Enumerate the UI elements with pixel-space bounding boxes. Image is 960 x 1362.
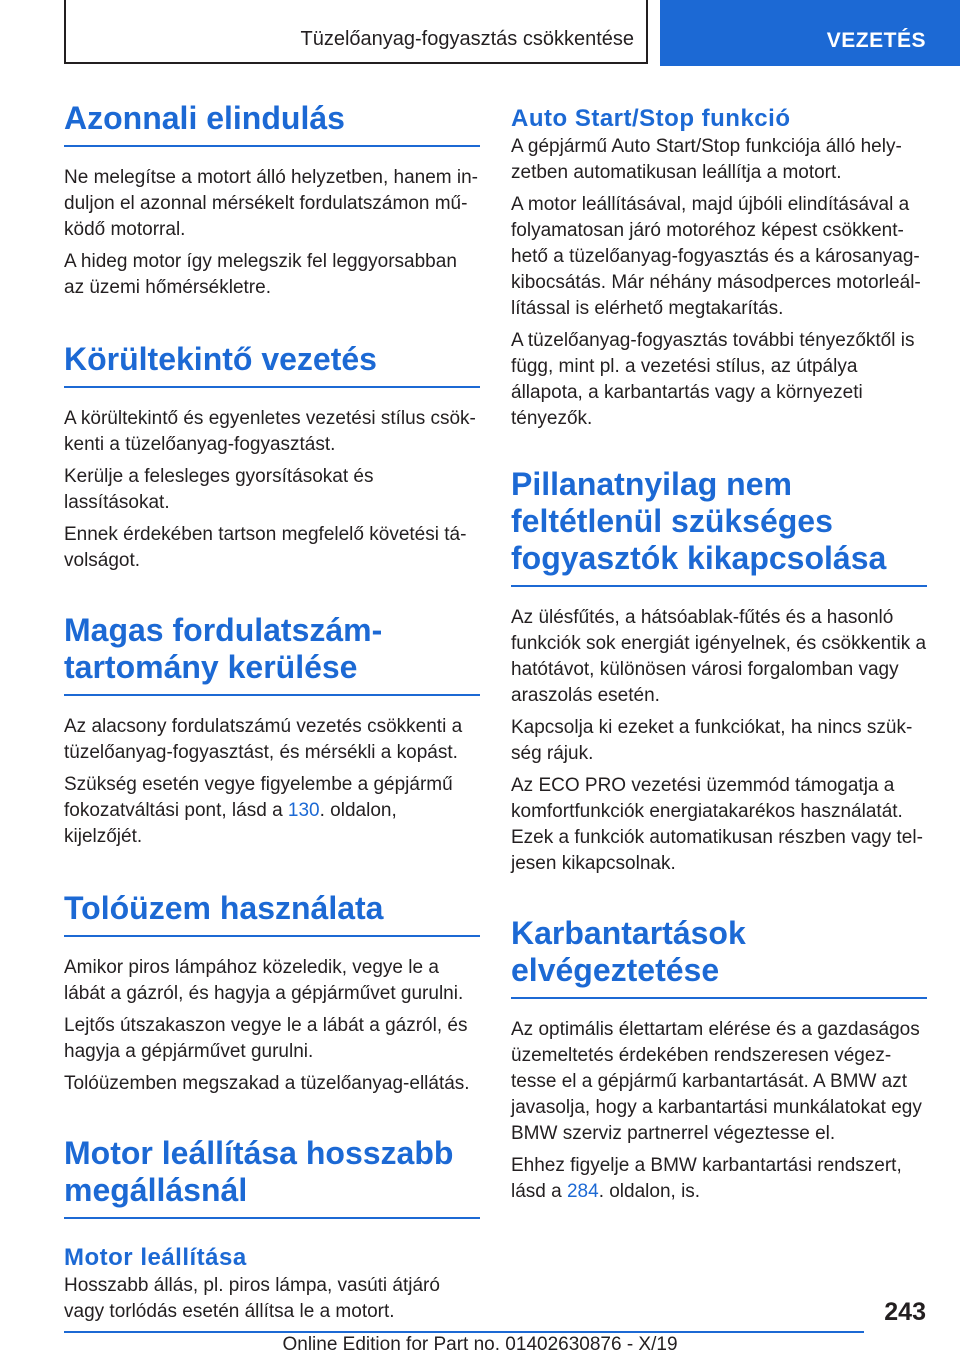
edition-footer: Online Edition for Part no. 01402630876 - X/19 — [282, 1334, 678, 1355]
paragraph: Hosszabb állás, pl. piros lámpa, vasúti átjáró vagy torlódás esetén állítsa le a motort. — [64, 1275, 440, 1322]
heading-maintenance: Karbantartások elvégeztetése — [511, 915, 927, 999]
right-column — [511, 100, 927, 1211]
paragraph: Az ülésfűtés, a hátsóablak-fűtés és a hasonló funkciók sok energiát igényelnek, és csökkentik a hatótávot, különösen városi forgalomban vagy araszolás esetén. — [511, 607, 927, 706]
paragraph: A tüzelőanyag-fogyasztás további tényezőktől is függ, mint pl. a vezetési stílus, az útpálya állapota, a karbantartás vagy a környezeti tényezők. — [511, 330, 915, 429]
paragraph: Ehhez figyelje a BMW karbantartási rendszert, lásd a 284. oldalon, is. — [511, 1155, 902, 1202]
page-link-130[interactable]: 130 — [287, 800, 320, 821]
section-switch-off-consumers — [511, 466, 927, 877]
paragraph: Szükség esetén vegye figyelembe a gépjármű fokozatváltási pont, lásd a 130. oldalon, kijelzőjét. — [64, 774, 453, 847]
page-header — [0, 0, 960, 66]
footer-divider — [64, 1331, 864, 1333]
heading-careful-driving: Körültekintő vezetés — [64, 341, 480, 388]
paragraph: Kapcsolja ki ezeket a funkciókat, ha nincs szükség rájuk. — [511, 717, 913, 764]
paragraph: Az optimális élettartam elérése és a gazdaságos üzemeltetés érdekében rendszeresen végeztesse el a gépjármű karbantartását. A BMW azt javasolja, hogy a karbantartási munkálatokat egy BMW szerviz partnerrel végeztesse el. — [511, 1019, 922, 1144]
left-column — [64, 100, 480, 1331]
paragraph: Az alacsony fordulatszámú vezetés csökkenti a tüzelőanyag-fogyasztást, és mérsékli a kopást. — [64, 716, 463, 763]
chapter-tab-label: VEZETÉS — [826, 29, 926, 52]
section-careful-driving — [64, 341, 480, 574]
heading-immediate-start: Azonnali elindulás — [64, 100, 480, 147]
section-coasting — [64, 890, 480, 1097]
paragraph: A gépjármű Auto Start/Stop funkciója álló helyzetben automatikusan leállítja a motort. — [511, 136, 902, 183]
section-avoid-high-rpm — [64, 612, 480, 850]
paragraph: A körültekintő és egyenletes vezetési stílus csökkenti a tüzelőanyag-fogyasztást. — [64, 408, 476, 455]
paragraph: A motor leállításával, majd újbóli elindításával a folyamatosan járó motoréhoz képest csökkenthető a tüzelőanyag-fogyasztás és a károsanyag-kibocsátás. Már néhány másodperces motorleállítással is elérhető megtakarítás. — [511, 194, 921, 319]
chapter-tab — [660, 0, 960, 66]
subheading-engine-stop: Motor leállítása — [64, 1244, 247, 1271]
paragraph: Lejtős útszakaszon vegye le a lábát a gázról, és hagyja a gépjárművet gurulni. — [64, 1015, 468, 1062]
paragraph: Kerülje a felesleges gyorsításokat és lassításokat. — [64, 466, 374, 513]
section-engine-stop — [64, 1135, 480, 1325]
section-immediate-start — [64, 100, 480, 301]
paragraph: Tolóüzemben megszakad a tüzelőanyag-ellátás. — [64, 1073, 470, 1094]
section-title: Tüzelőanyag-fogyasztás csökkentése — [300, 28, 634, 50]
header-title-box — [64, 0, 648, 64]
paragraph: Ne melegítse a motort álló helyzetben, hanem induljon el azonnal mérsékelt fordulatszámon működő motorral. — [64, 167, 478, 240]
heading-coasting: Tolóüzem használata — [64, 890, 480, 937]
paragraph: A hideg motor így melegszik fel leggyorsabban az üzemi hőmérsékletre. — [64, 251, 457, 298]
subheading-auto-start-stop: Auto Start/Stop funkció — [511, 105, 791, 132]
paragraph: Az ECO PRO vezetési üzemmód támogatja a komfortfunkciók energiatakarékos használatát. Ezek a funkciók automatikusan részben vagy teljesen kikapcsolnak. — [511, 775, 923, 874]
paragraph: Ennek érdekében tartson megfelelő követési távolságot. — [64, 524, 467, 571]
page-link-284[interactable]: 284 — [566, 1181, 599, 1202]
heading-avoid-high-rpm: Magas fordulatszám-tartomány kerülése — [64, 612, 480, 696]
heading-switch-off-consumers: Pillanatnyilag nem feltétlenül szükséges fogyasztók kikapcsolása — [511, 466, 927, 587]
heading-engine-stop: Motor leállítása hosszabb megállásnál — [64, 1135, 480, 1219]
section-maintenance — [511, 915, 927, 1205]
page-number: 243 — [884, 1298, 926, 1326]
section-auto-start-stop — [511, 104, 927, 432]
paragraph: Amikor piros lámpához közeledik, vegye le a lábát a gázról, és hagyja a gépjárművet gurulni. — [64, 957, 464, 1004]
